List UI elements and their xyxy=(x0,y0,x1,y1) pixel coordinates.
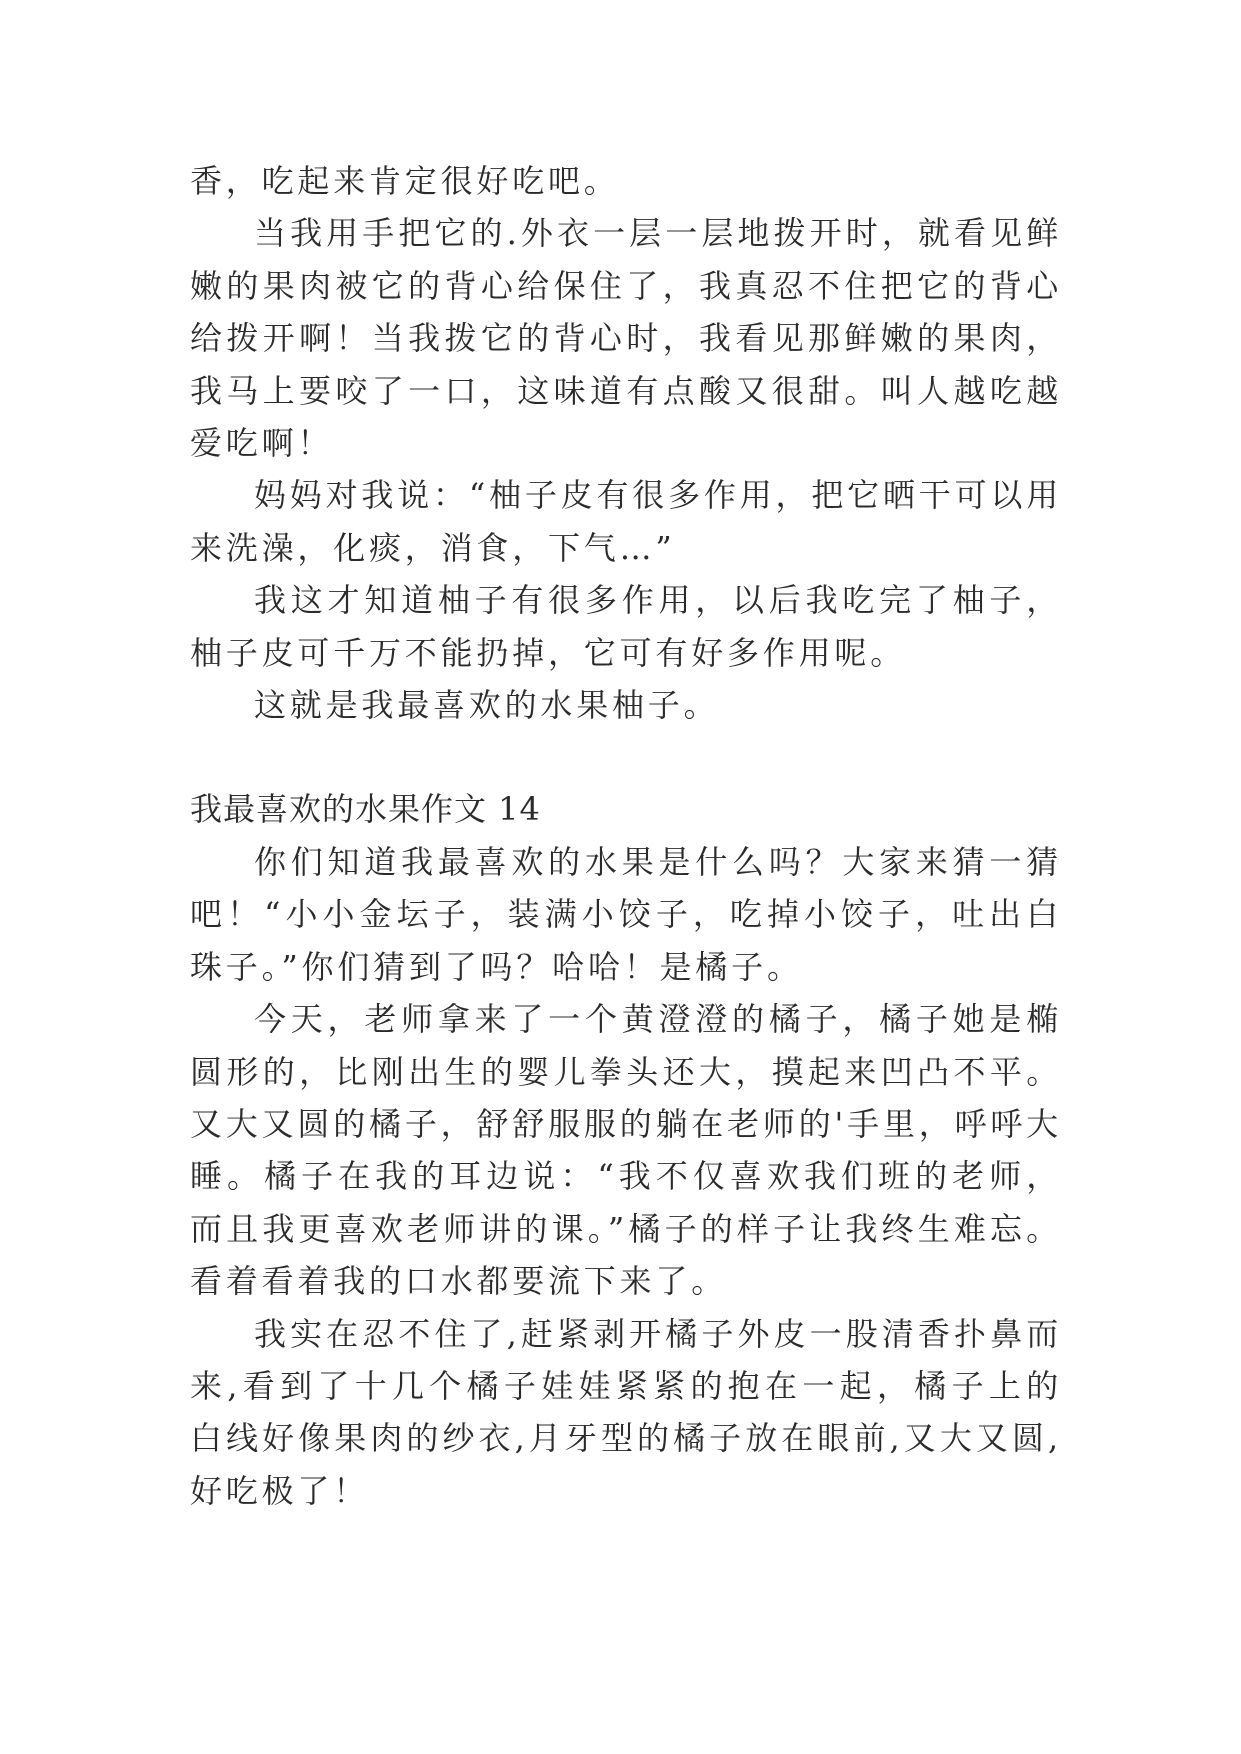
section-heading: 我最喜欢的水果作文 14 xyxy=(190,790,541,829)
paragraph: 我实在忍不住了,赶紧剥开橘子外皮一股清香扑鼻而来,看到了十几个橘子娃娃紧紧的抱在一起，橘子上的白线好像果肉的纱衣,月牙型的橘子放在眼前,又大又圆,好吃极了！ xyxy=(190,1314,1062,1510)
paragraph: 妈妈对我说：“柚子皮有很多作用，把它晒干可以用来洗澡，化痰，消食，下气…” xyxy=(190,476,1062,567)
paragraph: 我这才知道柚子有很多作用，以后我吃完了柚子，柚子皮可千万不能扔掉，它可有好多作用呢。 xyxy=(190,581,1062,672)
paragraph: 你们知道我最喜欢的水果是什么吗？大家来猜一猜吧！“小小金坛子，装满小饺子，吃掉小饺子，吐出白珠子。”你们猜到了吗？哈哈！是橘子。 xyxy=(190,842,1062,986)
paragraph: 今天，老师拿来了一个黄澄澄的橘子，橘子她是椭圆形的，比刚出生的婴儿拳头还大，摸起来凹凸不平。又大又圆的橘子，舒舒服服的躺在老师的'手里，呼呼大睡。橘子在我的耳边说：“我不仅喜欢我们班的老师，而且我更喜欢老师讲的课。”橘子的样子让我终生难忘。看着看着我的口水都要流下来了。 xyxy=(190,1000,1062,1301)
paragraph: 这就是我最喜欢的水果柚子。 xyxy=(254,686,720,725)
paragraph: 当我用手把它的.外衣一层一层地拨开时，就看见鲜嫩的果肉被它的背心给保住了，我真忍不住把它的背心给拨开啊！当我拨它的背心时，我看见那鲜嫩的果肉，我马上要咬了一口，这味道有点酸又很甜。叫人越吃越爱吃啊！ xyxy=(190,214,1062,463)
document-body xyxy=(190,155,1062,1517)
paragraph: 香，吃起来肯定很好吃吧。 xyxy=(190,162,620,200)
section-gap xyxy=(190,731,1062,783)
